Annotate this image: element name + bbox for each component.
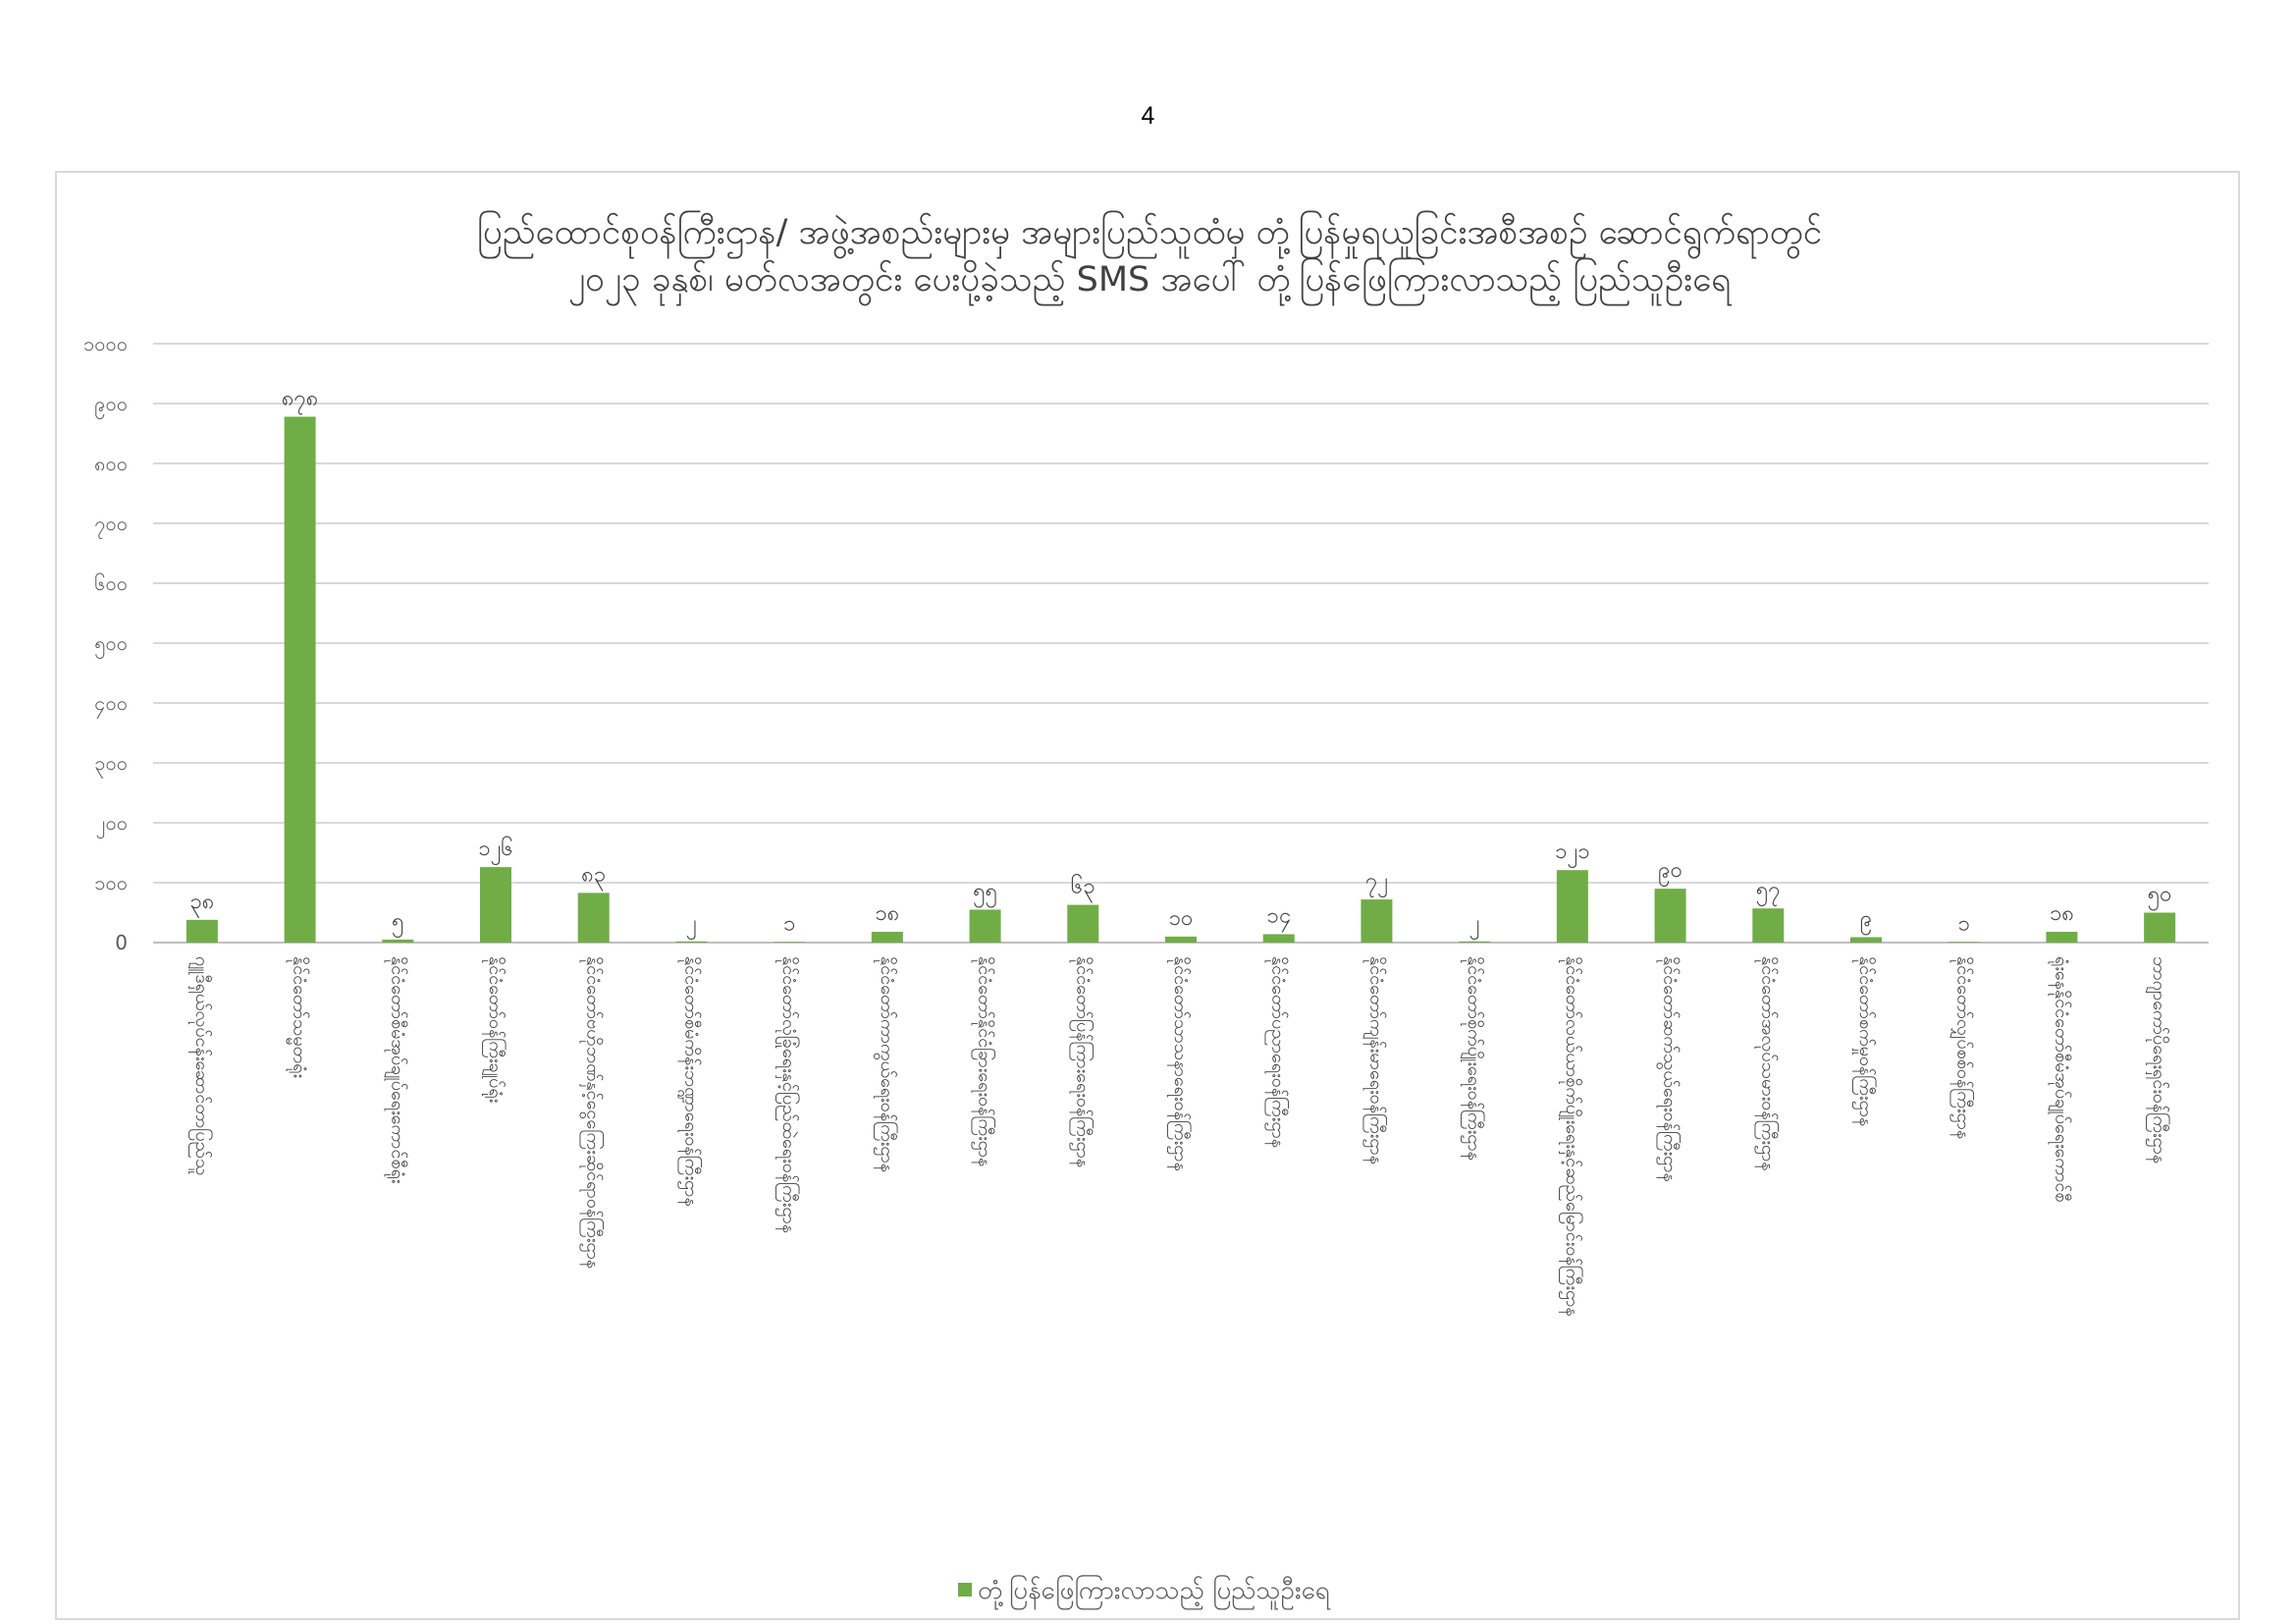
data-label: ၉ [1859, 906, 1873, 932]
category-label: နိုင်ငံတော်ဆက်သွယ်ရေးဝန်ကြီးဌာန [1659, 956, 1681, 1182]
data-label: ၁၀ [1168, 905, 1194, 931]
data-label: ၇၂ [1364, 869, 1389, 894]
data-label: ၁ [782, 911, 796, 937]
category-label: နိုင်ငံတော်စီမံအုပ်ချုပ်ရေးကောင်စီရုံး [387, 956, 408, 1184]
bars [187, 416, 2175, 943]
bar [382, 940, 413, 943]
bar [1557, 870, 1588, 943]
chart-title: ပြည်ထောင်စုဝန်ကြီးဌာန/ အဖွဲ့အစည်းများမှ အများပြည်သူထံမှ တုံ့ပြန်မှုရယူခြင်းအစီအစဉ် ဆောင်ရွက်ရာတွင် [476, 213, 1823, 252]
bar [2144, 913, 2175, 944]
y-tick-label: ၁၀၀၀ [83, 332, 128, 355]
category-label: ရုံးနေနိုင်ငံတော်စီမံအုပ်ချုပ်ရေးကောင်စီ [2051, 956, 2072, 1203]
bar [1263, 934, 1295, 943]
category-label: နိုင်ငံတော်ဗဟိုဘဏ်နှင့်ငွေကြေးဆိုင်ရာဝန်ကြီးဌာန [582, 956, 604, 1270]
data-label: ၃၈ [189, 889, 215, 914]
legend [958, 1573, 1332, 1610]
bar [774, 942, 805, 943]
category-label: နိုင်ငံတော်စိုက်ပျိုးရေးဝန်ကြီးဌာန [1464, 956, 1485, 1161]
category-label: နိုင်ငံတော်အလုပ်သမားဝန်ကြီးဌာန [1757, 956, 1779, 1171]
category-label: နိုင်ငံတော်လုံခြုံရေးနှင့်ပြည်ထဲရေးဝန်ကြီးဌာန [778, 956, 800, 1234]
category-label: နိုင်ငံတော်ပြန်ကြားရေးဝန်ကြီးဌာန [1072, 956, 1094, 1168]
category-label: နိုင်ငံတော်လယ်ယာစိုက်ပျိုးရေးနှင့်ဆည်မြောင်းဝန်ကြီးဌာန [1561, 956, 1582, 1317]
y-tick-label: ၄၀၀ [94, 691, 128, 715]
bar [970, 909, 1001, 943]
y-tick-label: ၃၀၀ [94, 751, 128, 775]
bar [1459, 942, 1490, 943]
bar [578, 893, 610, 943]
category-label: နိုင်ငံတော်ဝန်ကြီးချုပ်ရုံး [485, 956, 506, 1104]
category-label: နိုင်ငံတော်ပညာရေးဝန်ကြီးဌာန [1267, 956, 1289, 1149]
category-label: နိုင်ငံတော်စီမံကိန်းဘဏ္ဍာရေးဝန်ကြီးဌာန [680, 956, 702, 1207]
bar [872, 932, 903, 943]
legend-label: တုံ့ပြန်ဖြေကြားလာသည့် ပြည်သူဦးရေ [978, 1576, 1330, 1605]
y-tick-label: ၉၀၀ [94, 392, 128, 415]
bar-chart [57, 173, 2242, 1622]
data-label: ၁ [1957, 911, 1970, 937]
data-label: ၁၈ [875, 901, 900, 927]
data-label: ၁၈ [2049, 901, 2074, 927]
data-label: ၉၀ [1658, 858, 1682, 884]
bar [187, 920, 218, 943]
data-label: ၅၀ [2147, 882, 2172, 907]
bar [1752, 908, 1784, 943]
chart-frame [55, 171, 2240, 1620]
y-tick-label: ၂၀၀ [95, 811, 128, 835]
data-label: ၅၇ [1755, 878, 1781, 903]
y-tick-label: ၅၀၀ [94, 631, 128, 655]
y-axis-ticks [83, 332, 128, 954]
chart-subtitle: ၂၀၂၃ ခုနှစ်၊ မတ်လအတွင်း ပေးပို့ခဲ့သည့် SMS အပေါ် တုံ့ပြန်ဖြေကြားလာသည့် ပြည်သူဦးရေ [567, 260, 1732, 299]
category-label: နိုင်ငံတော်သမ္မတရုံး [289, 956, 310, 1079]
bar [1850, 938, 1882, 943]
category-label: နိုင်ငံတော်နိုင်ငံခြားရေးဝန်ကြီးဌာန [974, 956, 995, 1167]
y-tick-label: ၁၀၀ [94, 871, 128, 894]
gridlines [153, 344, 2209, 943]
category-label: ဘာဂျာကော်ပိုရေးရှင်းဝန်ကြီးဌာန [2149, 956, 2170, 1164]
data-label: ၅၅ [973, 879, 997, 904]
bar [2046, 932, 2077, 943]
data-label: ၂ [686, 910, 697, 936]
category-labels [188, 956, 2170, 1317]
bar [1165, 937, 1197, 943]
category-label: ဂျူဒီရှယ်လုပ်ငန်းဆောင်တာပြည်သူ [190, 956, 212, 1176]
data-label: ၁၄ [1266, 903, 1292, 929]
category-label: နိုင်ငံတော်ကာကွယ်ရေးဝန်ကြီးဌာန [876, 956, 897, 1173]
data-label: ၈၃ [581, 862, 607, 888]
y-tick-label: ၈၀၀ [94, 452, 128, 475]
bar [480, 867, 511, 943]
data-label: ၆၃ [1070, 874, 1095, 899]
y-tick-label: ၆၀၀ [94, 571, 128, 595]
data-label: ၅ [392, 908, 404, 934]
category-label: နိုင်ငံတော်ကျန်းမာရေးဝန်ကြီးဌာန [1365, 956, 1387, 1165]
bar [1067, 905, 1098, 943]
data-label: ၁၂၁ [1555, 839, 1590, 865]
bar [1949, 942, 1980, 943]
bar [1361, 899, 1392, 943]
bar [675, 942, 707, 943]
y-tick-label: 0 [115, 931, 128, 954]
data-label: ၂ [1468, 910, 1480, 936]
category-label: နိုင်ငံတော်လျှပ်စစ်ဝန်ကြီးဌာန [1952, 956, 1974, 1140]
y-tick-label: ၇၀၀ [94, 512, 128, 535]
legend-swatch [958, 1583, 972, 1597]
category-label: နိုင်ငံတော်စက်မှုဝန်ကြီးဌာန [1855, 956, 1876, 1127]
bar [1655, 889, 1686, 943]
bar [285, 416, 316, 943]
category-label: နိုင်ငံတော်သာသနာရေးဝန်ကြီးဌာန [1170, 956, 1191, 1171]
data-label: ၁၂၆ [478, 837, 513, 862]
data-label: ၈၇၈ [281, 386, 319, 411]
data-labels [189, 386, 2171, 939]
page-number: 4 [1141, 102, 1155, 130]
